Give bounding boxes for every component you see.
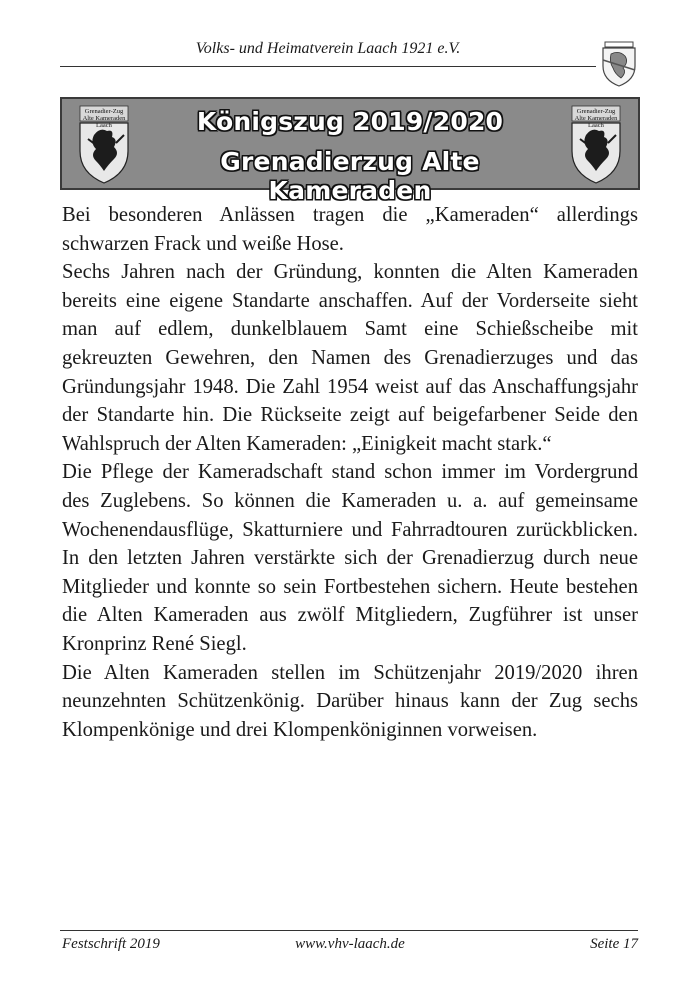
- crest-caption-line2: Alte Kameraden Laach: [574, 115, 618, 129]
- title-banner: [60, 97, 640, 205]
- paragraph: Bei besonderen Anlässen tragen die „Kameraden“ allerdings schwarzen Frack und weiße Hose.: [62, 204, 638, 255]
- header-divider: [60, 66, 596, 67]
- footer-website: www.vhv-laach.de: [295, 936, 405, 952]
- crest-caption-line1: Grenadier-Zug: [84, 108, 124, 115]
- crest-caption-line2: Alte Kameraden Laach: [82, 115, 126, 129]
- banner-title-line2: Grenadierzug Alte Kameraden: [220, 147, 480, 205]
- article-body: [62, 201, 638, 744]
- footer-page-number: Seite 17: [590, 936, 638, 952]
- paragraph: Die Alten Kameraden stellen im Schützenjahr 2019/2020 ihren neunzehnten Schützenkönig. Darüber hinaus kann der Zug sechs Klompenkönige und drei Klompenköniginnen vorweisen.: [62, 661, 638, 741]
- crest-caption-line1: Grenadier-Zug: [576, 108, 616, 115]
- crest-right: [566, 105, 626, 185]
- banner-title-line1: Königszug 2019/2020: [196, 107, 504, 136]
- header-title: Volks- und Heimatverein Laach 1921 e.V.: [195, 40, 461, 57]
- paragraph: Sechs Jahren nach der Gründung, konnten die Alten Kameraden bereits eine eigene Standarte anschaffen. Auf der Vorderseite sieht man auf edlem, dunkelblauem Samt eine Schießscheibe mit gekreuzten Gewehren, den Namen des Grenadierzuges und das Gründungsjahr 1948. Die Zahl 1954 weist auf das Anschaffungsjahr der Standarte hin. Die Rückseite zeigt auf beigefarbener Seide den Wahlspruch der Alten Kameraden: „Einigkeit macht stark.“: [62, 261, 638, 455]
- coat-of-arms-icon: [599, 40, 639, 88]
- paragraph: Die Pflege der Kameradschaft stand schon immer im Vordergrund des Zuglebens. So können die Kameraden u. a. auf gemeinsame Wochenendausflüge, Skatturniere und Fahrradtouren zurückblicken. In den letzten Jahren verstärkte sich der Grenadierzug durch neue Mitglieder und konnte so sein Fortbestehen sichern. Heute bestehen die Alten Kameraden aus zwölf Mitgliedern, Zugführer ist unser Kronprinz René Siegl.: [62, 461, 638, 655]
- footer-divider: [60, 930, 638, 931]
- crest-left: [74, 105, 134, 185]
- footer-publication: Festschrift 2019: [62, 936, 160, 952]
